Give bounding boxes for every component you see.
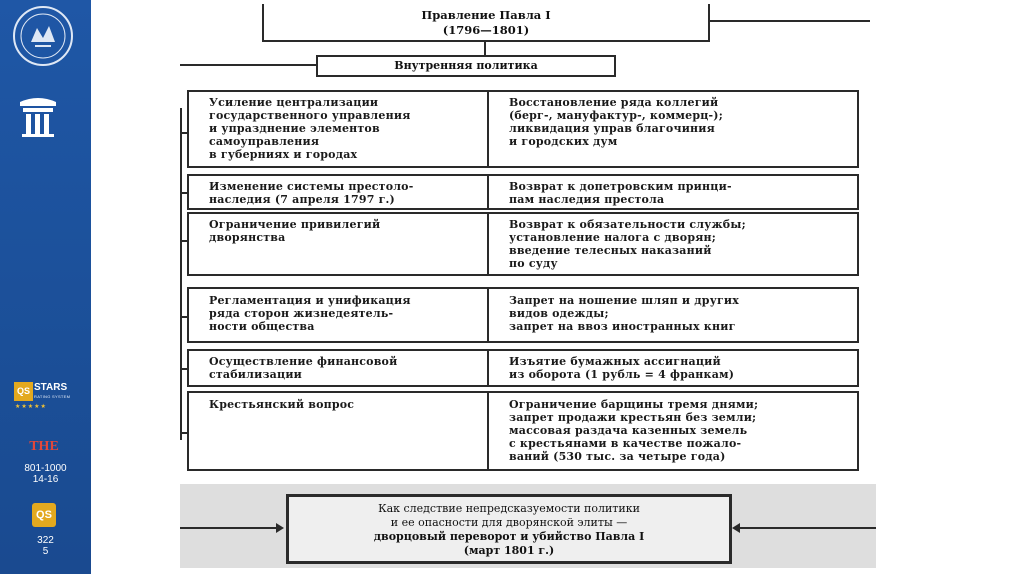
title-right-line — [710, 20, 870, 22]
text-line: государственного управления — [209, 109, 411, 122]
title-box — [262, 4, 710, 42]
row-2-left — [209, 180, 484, 206]
row-divider — [487, 176, 489, 208]
row-2-right — [509, 180, 854, 206]
row-2 — [187, 174, 859, 210]
the-logo-text: THE — [29, 439, 59, 454]
section-label: Внутренняя политика — [394, 59, 538, 72]
row-4-right — [509, 294, 854, 333]
title-line-1: Правление Павла I — [421, 8, 551, 22]
text-line: дворянства — [209, 231, 286, 244]
sidebar — [0, 0, 91, 574]
row-6-right — [509, 398, 854, 463]
conclusion-line-4: (март 1801 г.) — [463, 544, 555, 557]
text-line: запрет продажи крестьян без земли; — [509, 411, 757, 424]
left-connector-line — [180, 108, 182, 440]
row-6 — [187, 391, 859, 471]
row-1-right — [509, 96, 854, 148]
section-box — [316, 55, 616, 77]
text-line: по суду — [509, 257, 558, 270]
university-emblem-icon — [13, 6, 73, 66]
text-line: Восстановление ряда коллегий — [509, 96, 719, 109]
arrow-left-icon — [732, 523, 740, 533]
conclusion-left-line — [180, 527, 278, 529]
row-1-left — [209, 96, 484, 161]
text-line: Изъятие бумажных ассигнаций — [509, 355, 721, 368]
row-divider — [487, 214, 489, 274]
text-line: Усиление централизации — [209, 96, 379, 109]
arrow-right-icon — [276, 523, 284, 533]
row-3-left — [209, 218, 484, 244]
text-line: с крестьянами в качестве пожало- — [509, 437, 742, 450]
row-divider — [487, 351, 489, 385]
row-divider — [487, 393, 489, 469]
qs-ranking — [0, 535, 91, 557]
row-3-right — [509, 218, 854, 270]
the-rank-line-1: 801-1000 — [24, 463, 67, 474]
row-divider — [487, 289, 489, 341]
row-5 — [187, 349, 859, 387]
text-line: массовая раздача казенных земель — [509, 424, 748, 437]
text-line: в губерниях и городах — [209, 148, 358, 161]
stars-label: STARS — [34, 382, 68, 393]
qs-logo-icon: QS — [32, 503, 56, 527]
scanned-diagram — [180, 0, 876, 568]
row-4 — [187, 287, 859, 343]
qs-stars-logo-icon: QS — [14, 382, 33, 401]
text-line: Осуществление финансовой — [209, 355, 398, 368]
text-line: пам наследия престола — [509, 193, 665, 206]
conclusion-line-3: дворцовый переворот и убийство Павла I — [373, 530, 645, 543]
text-line: Запрет на ношение шляп и других — [509, 294, 739, 307]
stars-rating-icon: ★★★★★ — [15, 403, 47, 410]
text-line: наследия (7 апреля 1797 г.) — [209, 193, 395, 206]
text-line: (берг-, мануфактур-, коммерц-); — [509, 109, 723, 122]
text-line: установление налога с дворян; — [509, 231, 717, 244]
conclusion-line-2: и ее опасности для дворянской элиты — — [390, 516, 628, 529]
text-line: Крестьянский вопрос — [209, 398, 355, 411]
text-line: и упразднение элементов — [209, 122, 380, 135]
text-line: ликвидация управ благочиния — [509, 122, 715, 135]
row-5-left — [209, 355, 484, 381]
row-5-right — [509, 355, 854, 381]
row-3 — [187, 212, 859, 276]
text-line: видов одежды; — [509, 307, 609, 320]
row-divider — [487, 92, 489, 166]
text-line: Возврат к обязательности службы; — [509, 218, 746, 231]
stars-sublabel: RATING SYSTEM — [34, 394, 71, 399]
text-line: запрет на ввоз иностранных книг — [509, 320, 736, 333]
qs-rank-line-2: 5 — [42, 546, 49, 557]
conclusion-line-1: Как следствие непредсказуемости политики — [378, 502, 640, 515]
text-line: ности общества — [209, 320, 315, 333]
the-logo-icon — [31, 430, 57, 458]
row-6-left — [209, 398, 484, 411]
text-line: самоуправления — [209, 135, 320, 148]
section-left-line — [180, 64, 316, 66]
columns-logo-icon — [18, 96, 58, 138]
the-ranking — [0, 463, 91, 485]
title-connector — [484, 42, 486, 56]
text-line: Ограничение привилегий — [209, 218, 381, 231]
title-line-2: (1796—1801) — [442, 23, 530, 37]
conclusion-right-line — [740, 527, 876, 529]
text-line: Возврат к допетровским принци- — [509, 180, 732, 193]
text-line: ваний (530 тыс. за четыре года) — [509, 450, 726, 463]
text-line: стабилизации — [209, 368, 303, 381]
text-line: Регламентация и унификация — [209, 294, 411, 307]
text-line: Изменение системы престоло- — [209, 180, 414, 193]
text-line: Ограничение барщины тремя днями; — [509, 398, 759, 411]
row-1 — [187, 90, 859, 168]
text-line: введение телесных наказаний — [509, 244, 712, 257]
text-line: из оборота (1 рубль = 4 франкам) — [509, 368, 735, 381]
row-4-left — [209, 294, 484, 333]
text-line: и городских дум — [509, 135, 618, 148]
conclusion-box — [286, 494, 732, 564]
text-line: ряда сторон жизнедеятель- — [209, 307, 394, 320]
the-rank-line-2: 14-16 — [32, 474, 59, 485]
qs-rank-line-1: 322 — [37, 535, 54, 546]
